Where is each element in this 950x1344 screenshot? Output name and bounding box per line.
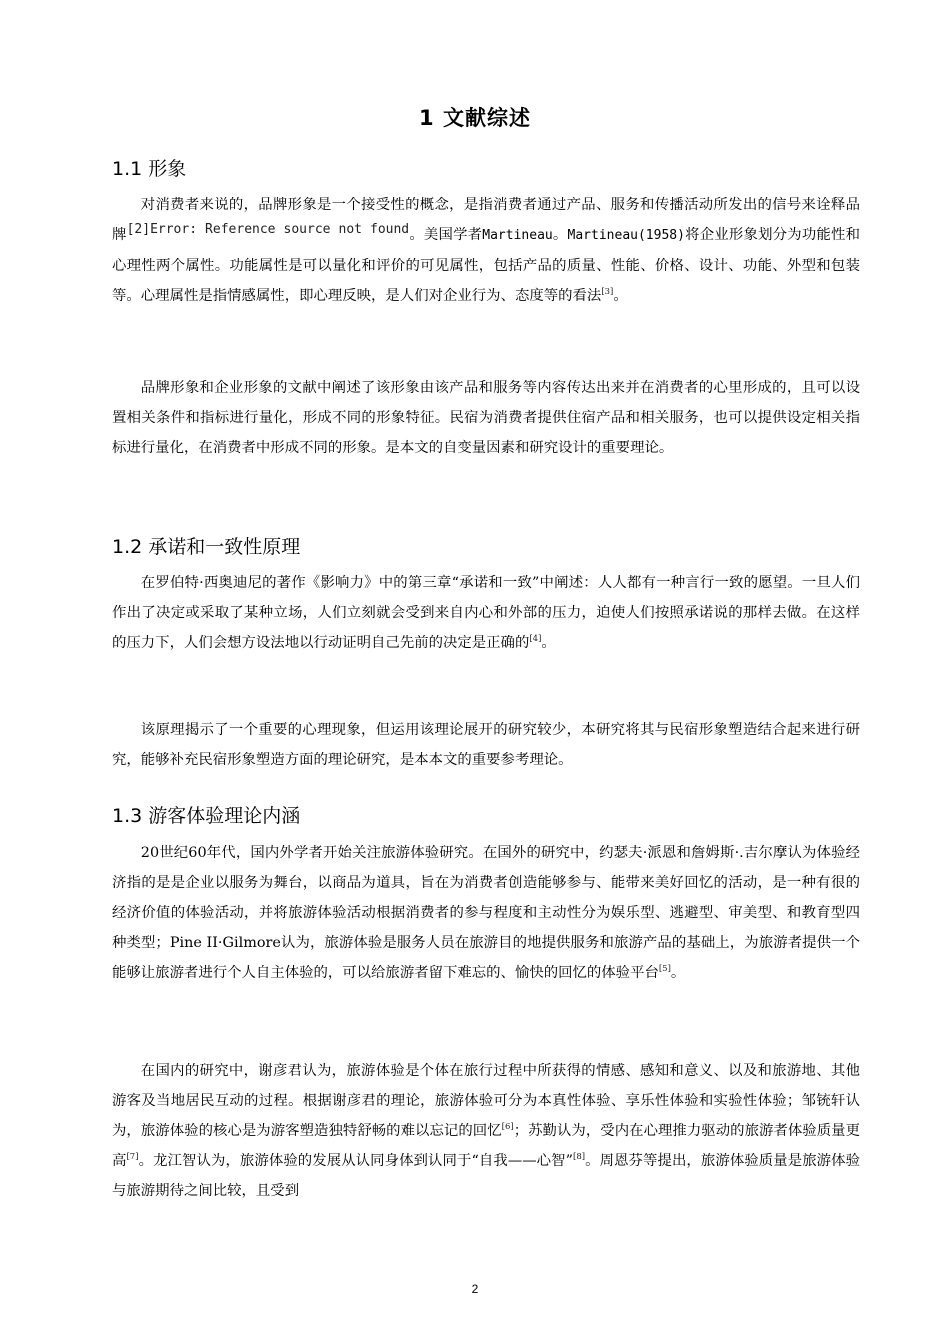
paragraph	[112, 190, 860, 311]
paragraph: 品牌形象和企业形象的文献中阐述了该形象由该产品和服务等内容传达出来并在消费者的心里形成的，且可以设置相关条件和指标进行量化，形成不同的形象特征。民宿为消费者提供住宿产品和相关服务，也可以提供设定相关指标进行量化，在消费者中形成不同的形象。是本文的自变量因素和研究设计的重要理论。	[112, 380, 860, 456]
section-heading-1-2: 1.2 承诺和一致性原理	[112, 536, 301, 558]
citation-ref: [4]	[529, 634, 542, 644]
paragraph-text: ；苏勤认为，受内在心理推力驱动的旅游者体验质量更高	[112, 1123, 860, 1169]
paragraph-text: 。周恩芬等提出，旅游体验质量是旅游体验与旅游期待之间比较，且受到	[112, 1153, 860, 1199]
paragraph-text: 对消费者来说的，品牌形象是一个接受性的概念，是指消费者通过产品、服务和传播活动所发出的信号来诠释品牌	[112, 197, 860, 243]
citation-ref: [2]Error: Reference source not found	[126, 222, 410, 237]
paragraph-text: 在国内的研究中，谢彦君认为，旅游体验是个体在旅行过程中所获得的情感、感知和意义、以及和旅游地、其他游客及当地居民互动的过程。根据谢彦君的理论，旅游体验可分为本真性体验、享乐性体验和实验性体验；邹铳轩认为，旅游体验的核心是为游客塑造独特舒畅的难以忘记的回忆	[112, 1063, 860, 1139]
section-heading-1-1: 1.1 形象	[112, 158, 187, 180]
paragraph-text: 。龙江智认为，旅游体验的发展从认同身体到认同于“自我——心智”	[138, 1153, 573, 1169]
citation-ref: [3]	[601, 287, 614, 297]
section-heading-1-3: 1.3 游客体验理论内涵	[112, 805, 301, 827]
paragraph	[112, 568, 860, 658]
paragraph-text: 。美国学者	[409, 227, 483, 243]
chapter-title: 1 文献综述	[419, 106, 531, 130]
citation-ref: [6]	[501, 1122, 514, 1132]
author-name: Martineau	[482, 228, 553, 243]
paragraph-text: 。	[552, 227, 568, 243]
paragraph-text: 。	[541, 635, 556, 651]
paragraph	[112, 838, 860, 988]
paragraph: 该原理揭示了一个重要的心理现象，但运用该理论展开的研究较少，本研究将其与民宿形象塑造结合起来进行研究，能够补充民宿形象塑造方面的理论研究，是本本文的重要参考理论。	[112, 722, 860, 768]
author-year: Martineau(1958)	[567, 228, 685, 243]
citation-ref: [8]	[573, 1152, 586, 1162]
paragraph-text: 。	[613, 288, 628, 304]
page-number: 2	[471, 1282, 479, 1296]
paragraph-text: 20世纪60年代，国内外学者开始关注旅游体验研究。在国外的研究中，约瑟夫·派恩和詹姆斯·.吉尔摩认为体验经济指的是是企业以服务为舞台，以商品为道具，旨在为消费者创造能够参与、能带来美好回忆的活动，是一种有很的经济价值的体验活动，并将旅游体验活动根据消费者的参与程度和主动性分为娱乐型、逃避型、审美型、和教育型四种类型；Pine II·Gilmore认为，旅游体验是服务人员在旅游目的地提供服务和旅游产品的基础上，为旅游者提供一个能够让旅游者进行个人自主体验的，可以给旅游者留下难忘的、愉快的回忆的体验平台	[112, 845, 860, 981]
paragraph	[112, 1056, 860, 1206]
paragraph-text: 在罗伯特·西奥迪尼的著作《影响力》中的第三章“承诺和一致”中阐述：人人都有一种言行一致的愿望。一旦人们作出了决定或采取了某种立场，人们立刻就会受到来自内心和外部的压力，迫使人们按照承诺说的那样去做。在这样的压力下，人们会想方设法地以行动证明自己先前的决定是正确的	[112, 575, 860, 651]
paragraph-text: 。	[670, 965, 686, 981]
citation-ref: [7]	[126, 1152, 139, 1162]
paragraph-text: 将企业形象划分为功能性和心理性两个属性。功能属性是可以量化和评价的可见属性，包括产品的质量、性能、价格、设计、功能、外型和包装等。心理属性是指情感属性，即心理反映，是人们对企业行为、态度等的看法	[112, 227, 860, 304]
citation-ref: [5]	[658, 964, 671, 974]
